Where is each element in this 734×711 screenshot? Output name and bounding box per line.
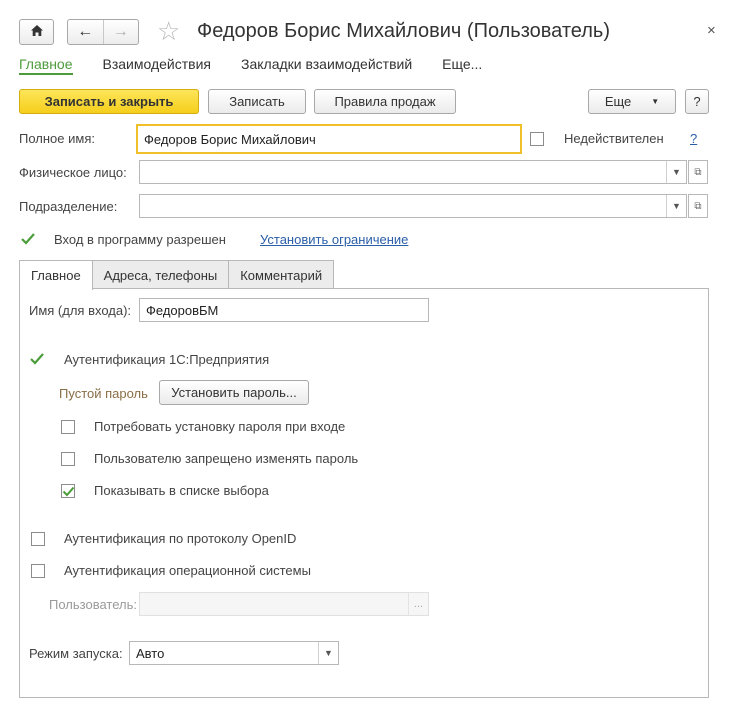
section-nav-main[interactable]: Главное [19, 56, 73, 75]
launch-mode-value: Авто [136, 645, 165, 661]
sales-rules-button[interactable]: Правила продаж [314, 89, 456, 114]
forward-button[interactable]: → [103, 20, 139, 44]
home-icon [30, 24, 44, 41]
checkmark-icon [20, 232, 36, 246]
chevron-down-icon[interactable]: ▼ [666, 195, 686, 217]
department-open-button[interactable] [688, 194, 708, 218]
tab-bar [19, 260, 333, 290]
tab-comment[interactable]: Комментарий [228, 260, 334, 289]
more-button-label: Еще [604, 94, 632, 109]
require-password-change-checkbox[interactable] [61, 420, 75, 434]
save-button[interactable]: Записать [208, 89, 306, 114]
chevron-down-icon: ▼ [651, 97, 660, 106]
department-input[interactable] [139, 194, 687, 218]
tab-main[interactable]: Главное [19, 260, 93, 290]
os-auth-label: Аутентификация операционной системы [64, 563, 311, 578]
show-in-list-label: Показывать в списке выбора [94, 483, 269, 498]
login-name-label: Имя (для входа): [29, 303, 132, 318]
launch-mode-label: Режим запуска: [29, 646, 123, 661]
section-nav-more[interactable]: Еще... [442, 56, 483, 72]
openid-checkbox[interactable] [31, 532, 45, 546]
person-input[interactable] [139, 160, 687, 184]
auth-1c-checkbox[interactable] [30, 352, 44, 366]
invalid-checkbox[interactable] [530, 132, 544, 146]
show-in-list-checkbox[interactable] [61, 484, 75, 498]
login-allowed-checkbox[interactable] [21, 232, 35, 246]
section-nav-interaction-tabs[interactable]: Закладки взаимодействий [241, 56, 413, 72]
browse-icon[interactable]: ... [408, 593, 428, 615]
open-icon: ⧉ [694, 200, 702, 212]
more-button[interactable] [588, 89, 676, 114]
save-and-close-button[interactable]: Записать и закрыть [19, 89, 199, 114]
login-allowed-label: Вход в программу разрешен [54, 232, 226, 247]
section-nav-interactions[interactable]: Взаимодействия [102, 56, 211, 72]
deny-password-change-checkbox[interactable] [61, 452, 75, 466]
deny-password-change-label: Пользователю запрещено изменять пароль [94, 451, 359, 466]
set-restriction-link[interactable]: Установить ограничение [260, 232, 409, 247]
section-nav [19, 56, 512, 75]
full-name-label: Полное имя: [19, 131, 95, 146]
set-password-button[interactable]: Установить пароль... [159, 380, 309, 405]
auth-1c-label: Аутентификация 1С:Предприятия [64, 352, 270, 367]
department-label: Подразделение: [19, 199, 118, 214]
checkmark-icon [62, 486, 75, 497]
chevron-down-icon[interactable]: ▼ [318, 642, 338, 664]
home-button[interactable] [19, 19, 54, 45]
open-icon: ⧉ [694, 166, 702, 178]
invalid-label: Недействителен [564, 131, 664, 146]
close-icon[interactable]: × [707, 22, 716, 39]
person-label: Физическое лицо: [19, 165, 127, 180]
window-title: Федоров Борис Михайлович (Пользователь) [197, 20, 611, 42]
tab-addresses-phones[interactable]: Адреса, телефоны [92, 260, 230, 289]
openid-label: Аутентификация по протоколу OpenID [64, 531, 297, 546]
checkmark-icon [29, 352, 45, 366]
full-name-input[interactable]: Федоров Борис Михайлович [136, 124, 522, 154]
os-user-input[interactable] [139, 592, 429, 616]
chevron-down-icon[interactable]: ▼ [666, 161, 686, 183]
back-button[interactable]: ← [77, 23, 94, 40]
login-name-input[interactable]: ФедоровБМ [139, 298, 429, 322]
empty-password-label: Пустой пароль [59, 386, 148, 401]
favorite-star-icon[interactable]: ☆ [157, 16, 181, 46]
person-open-button[interactable] [688, 160, 708, 184]
help-link[interactable]: ? [690, 131, 698, 146]
launch-mode-select[interactable] [129, 641, 339, 665]
help-button[interactable]: ? [685, 89, 709, 114]
os-user-label: Пользователь: [49, 597, 137, 612]
os-auth-checkbox[interactable] [31, 564, 45, 578]
history-nav [67, 19, 139, 45]
require-password-change-label: Потребовать установку пароля при входе [94, 419, 346, 434]
